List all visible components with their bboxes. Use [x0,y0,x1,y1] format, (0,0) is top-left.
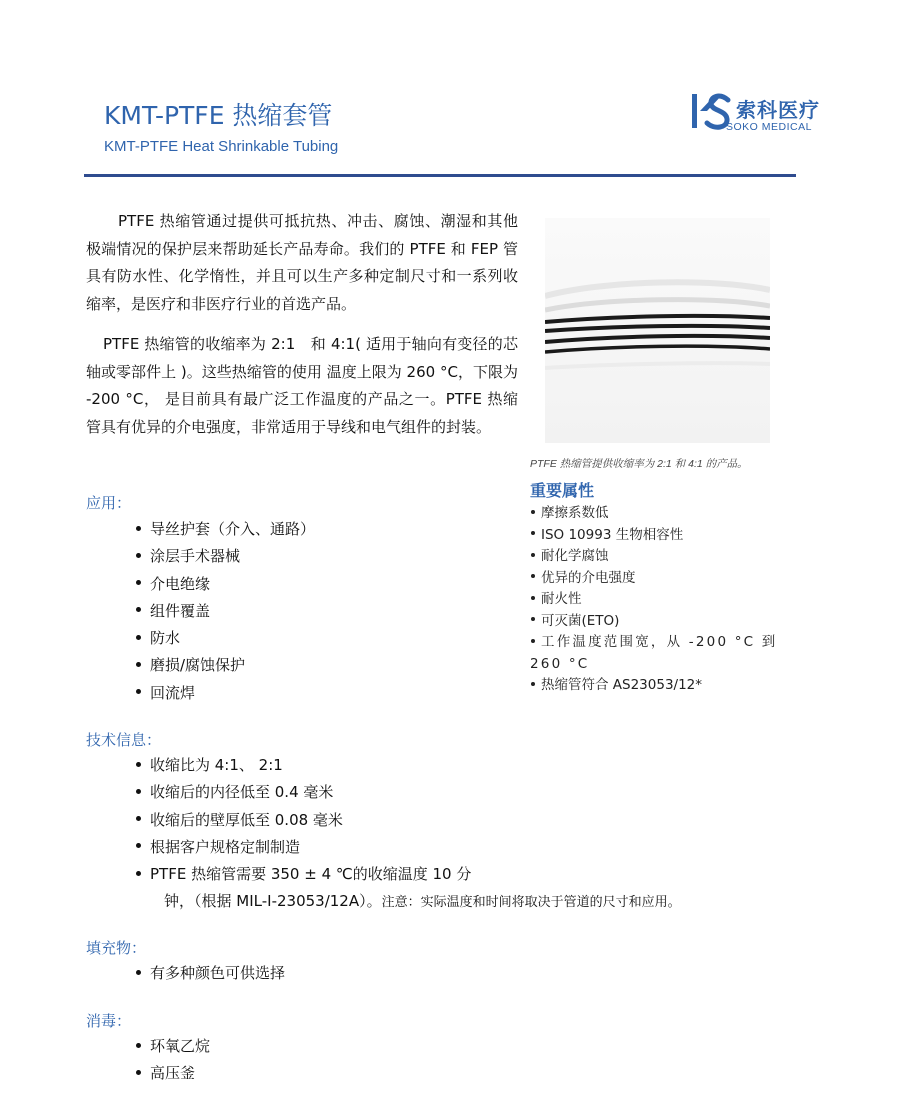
bullet-icon [531,639,535,643]
intro-paragraph-1: PTFE 热缩管通过提供可抵抗热、冲击、腐蚀、潮湿和其他极端情况的保护层来帮助延长产品寿命。我们的 PTFE 和 FEP 管具有防水性、化学惰性，并且可以生产多种定制尺寸和一系列收缩率，是医疗和非医疗行业的首选产品。 [86,212,518,313]
list-item: 有多种颜色可供选择 [134,960,285,987]
applications-list [134,516,315,707]
list-item-continuation: 钟，（根据 MIL-I-23053/12A）。注意：实际温度和时间将取决于管道的尺寸和应用。 [164,892,681,911]
list-item: 高压釜 [134,1060,210,1087]
bullet-icon [136,662,141,667]
properties-heading: 重要属性 [530,481,595,500]
list-item: 工作温度范围宽，从 -200 °C 到 260 °C [530,634,778,672]
bullet-icon [531,574,535,578]
bullet-icon [531,596,535,600]
list-item: 根据客户规格定制制造 [134,834,834,861]
product-photo [545,218,770,443]
sterilization-list [134,1033,210,1088]
bullet-icon [136,607,141,612]
list-item: 可灭菌(ETO) [530,611,798,633]
intro-paragraph-2: PTFE 热缩管的收缩率为 2:1 和 4:1( 适用于轴向有变径的芯轴或零部件上 )。这些热缩管的使用 温度上限为 260 °C，下限为 -200 °C， 是目前具有最广泛工作温度的产品之一。PTFE 热缩管具有优异的介电强度，非常适用于导线和电气组件的封装。 [86,335,518,436]
bullet-icon [136,553,141,558]
list-item: 介电绝缘 [134,571,315,598]
list-item: 收缩后的壁厚低至 0.08 毫米 [134,807,834,834]
bullet-icon [531,617,535,621]
list-item: 环氧乙烷 [134,1033,210,1060]
page-title: KMT-PTFE 热缩套管 [104,101,333,130]
bullet-icon [531,510,535,514]
bullet-icon [531,553,535,557]
photo-caption: PTFE 热缩管提供收缩率为 2:1 和 4:1 的产品。 [530,458,748,470]
sterilization-label: 消毒： [86,1012,132,1030]
bullet-icon [531,682,535,686]
list-item: 耐火性 [530,589,798,611]
bullet-icon [136,1043,141,1048]
list-item: ISO 10993 生物相容性 [530,525,798,547]
logo-english-name: SOKO MEDICAL [726,121,812,133]
bullet-icon [136,789,141,794]
list-item: 优异的介电强度 [530,568,798,590]
header-divider [84,174,796,177]
list-item: 防水 [134,625,315,652]
bullet-icon [136,970,141,975]
filler-list [134,960,285,987]
list-item: 收缩后的内径低至 0.4 毫米 [134,779,834,806]
intro-text [86,208,518,454]
bullet-icon [136,871,141,876]
list-item: PTFE 热缩管需要 350 ± 4 ℃的收缩温度 10 分 [134,861,834,888]
technical-label: 技术信息： [86,731,162,749]
applications-label: 应用： [86,494,132,512]
list-item: 收缩比为 4:1、 2:1 [134,752,834,779]
page-subtitle: KMT-PTFE Heat Shrinkable Tubing [104,138,339,155]
bullet-icon [136,816,141,821]
technical-note: 注意：实际温度和时间将取决于管道的尺寸和应用。 [381,895,681,911]
list-item: 组件覆盖 [134,598,315,625]
bullet-icon [136,843,141,848]
list-item: 涂层手术器械 [134,543,315,570]
list-item: 回流焊 [134,680,315,707]
list-item: 导丝护套（介入、通路） [134,516,315,543]
bullet-icon [136,526,141,531]
properties-list [530,503,798,697]
list-item: 摩擦系数低 [530,503,798,525]
bullet-icon [136,635,141,640]
technical-list [134,752,834,917]
bullet-icon [136,689,141,694]
list-item: 热缩管符合 AS23053/12* [530,675,798,697]
bullet-icon [136,580,141,585]
list-item: 耐化学腐蚀 [530,546,798,568]
logo-chinese-name: 索科医疗 [736,98,820,122]
list-item: 磨损/腐蚀保护 [134,652,315,679]
filler-label: 填充物： [86,939,147,957]
bullet-icon [136,1070,141,1075]
bullet-icon [136,762,141,767]
bullet-icon [531,531,535,535]
